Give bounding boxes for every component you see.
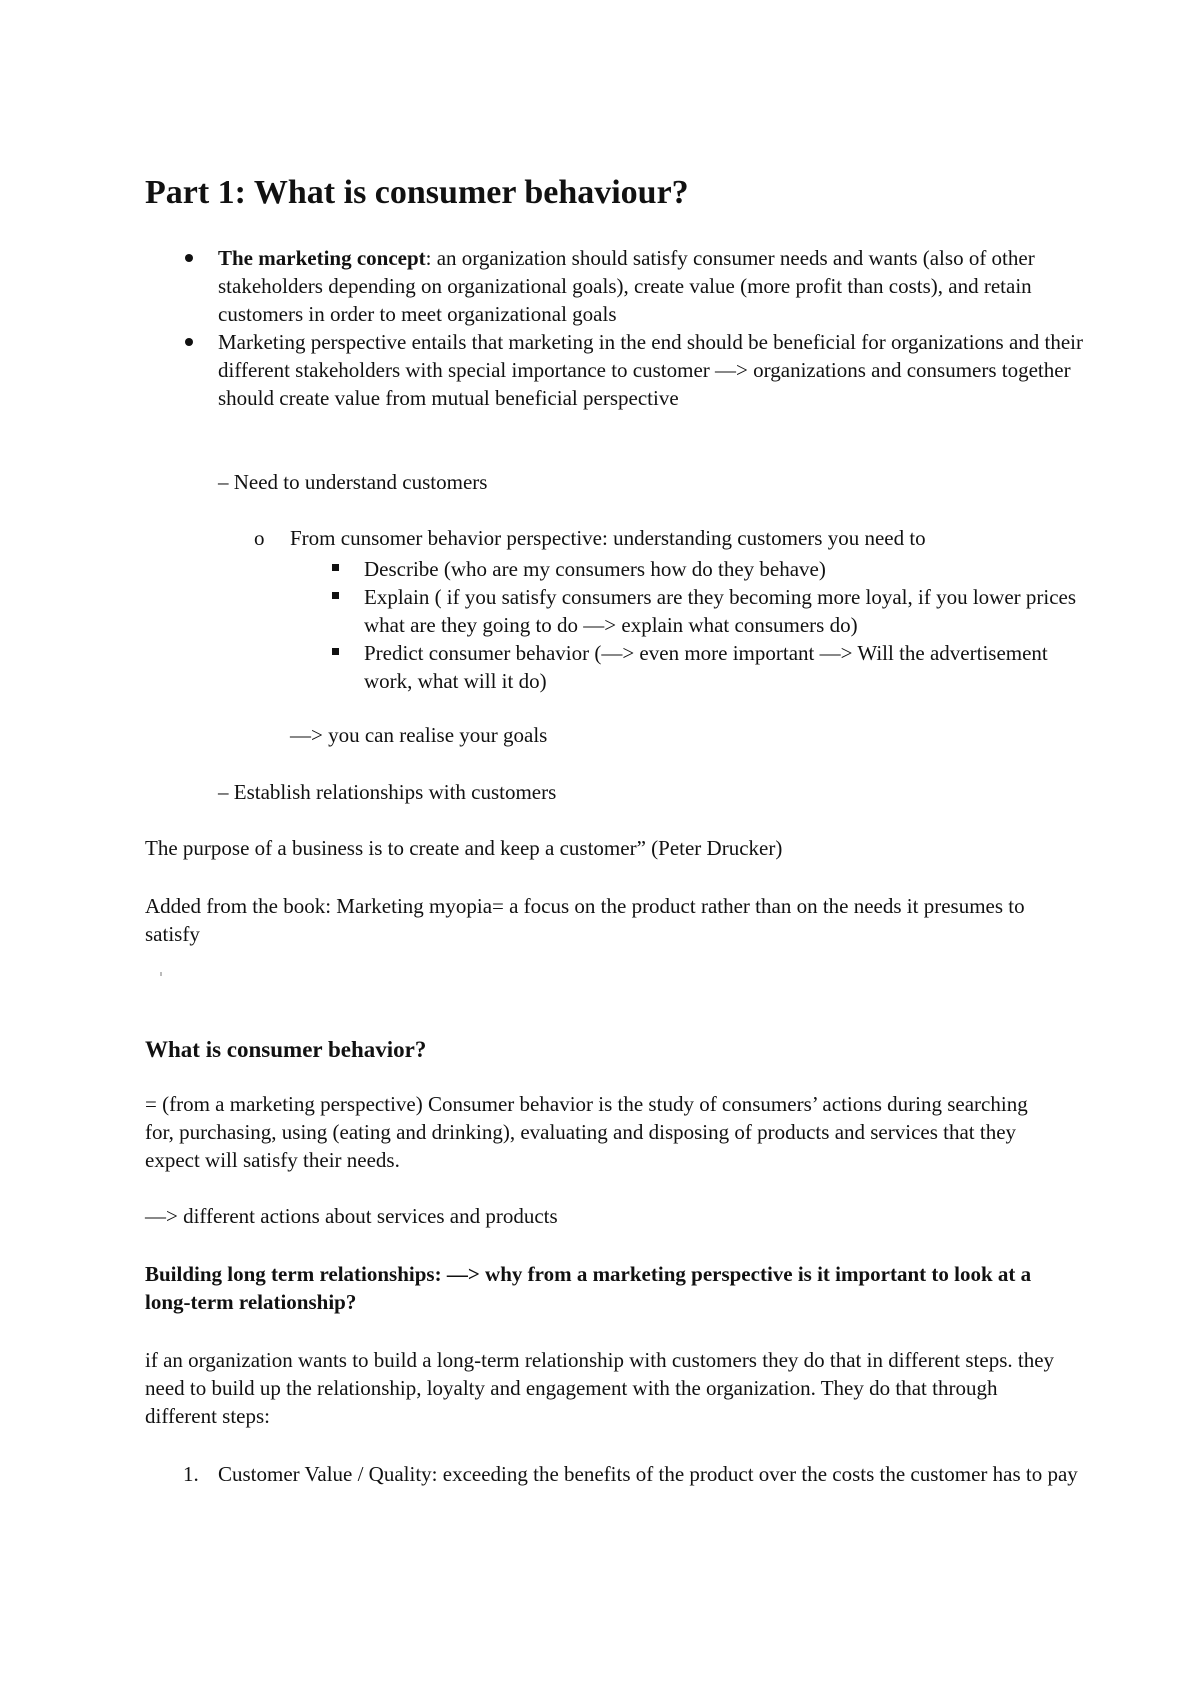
building-relationships-paragraph: if an organization wants to build a long-term relationship with customers they do that in different steps. they need to build up the relationship, loyalty and engagement with the organization. They do that through different steps: bbox=[145, 1348, 1055, 1428]
sub-sub-item-describe bbox=[364, 555, 1084, 583]
square-bullet-icon bbox=[332, 592, 339, 599]
square-bullet-icon bbox=[332, 564, 339, 571]
sub-list-item bbox=[254, 524, 1090, 552]
drucker-quote: The purpose of a business is to create and keep a customer” (Peter Drucker) bbox=[145, 836, 783, 860]
list-number: 1. bbox=[183, 1462, 199, 1486]
sub-sub-item-predict bbox=[364, 639, 1084, 695]
marketing-concept-term: The marketing concept bbox=[218, 246, 426, 270]
customer-value-text: Customer Value / Quality: exceeding the benefits of the product over the costs the customer has to pay bbox=[218, 1462, 1078, 1486]
sub-item-text: From cunsomer behavior perspective: understanding customers you need to bbox=[290, 526, 926, 550]
section-title-consumer-behavior: What is consumer behavior? bbox=[145, 1037, 427, 1062]
different-actions-line: —> different actions about services and products bbox=[145, 1204, 558, 1228]
marketing-perspective-text: Marketing perspective entails that marketing in the end should be beneficial for organizations and their different stakeholders with special importance to customer —> organizations and consumers together should create value from mutual beneficial perspective bbox=[218, 330, 1083, 410]
stray-mark bbox=[160, 972, 162, 976]
bullet-icon bbox=[185, 338, 193, 346]
marketing-concept-text: : an organization should satisfy consumer needs and wants (also of other stakeholders depending on organizational goals), create value (more profit than costs), and retain customers in order to meet organizational goals bbox=[218, 246, 1035, 326]
list-item-marketing-concept bbox=[218, 244, 1098, 328]
numbered-item-customer-value bbox=[183, 1460, 1098, 1488]
circle-bullet-icon: o bbox=[254, 526, 265, 550]
page-title: Part 1: What is consumer behaviour? bbox=[145, 174, 689, 211]
need-line: – Need to understand customers bbox=[218, 470, 488, 494]
predict-text: Predict consumer behavior (—> even more important —> Will the advertisement work, what will it do) bbox=[364, 641, 1048, 693]
sub-sub-item-explain bbox=[364, 583, 1084, 639]
explain-text: Explain ( if you satisfy consumers are they becoming more loyal, if you lower prices what are they going to do —> explain what consumers do) bbox=[364, 585, 1077, 637]
building-relationships-heading: Building long term relationships: —> why from a marketing perspective is it important to look at a long-term relationship? bbox=[145, 1262, 1032, 1314]
added-from-book: Added from the book: Marketing myopia= a focus on the product rather than on the needs it presumes to satisfy bbox=[145, 894, 1025, 946]
goals-line: —> you can realise your goals bbox=[290, 723, 548, 747]
square-bullet-icon bbox=[332, 648, 339, 655]
establish-line: – Establish relationships with customers bbox=[218, 780, 557, 804]
list-item-marketing-perspective bbox=[218, 328, 1098, 412]
definition-paragraph: = (from a marketing perspective) Consumer behavior is the study of consumers’ actions during searching for, purchasing, using (eating and drinking), evaluating and disposing of products and services that they expect will satisfy their needs. bbox=[145, 1092, 1028, 1172]
describe-text: Describe (who are my consumers how do they behave) bbox=[364, 557, 826, 581]
bullet-icon bbox=[185, 254, 193, 262]
